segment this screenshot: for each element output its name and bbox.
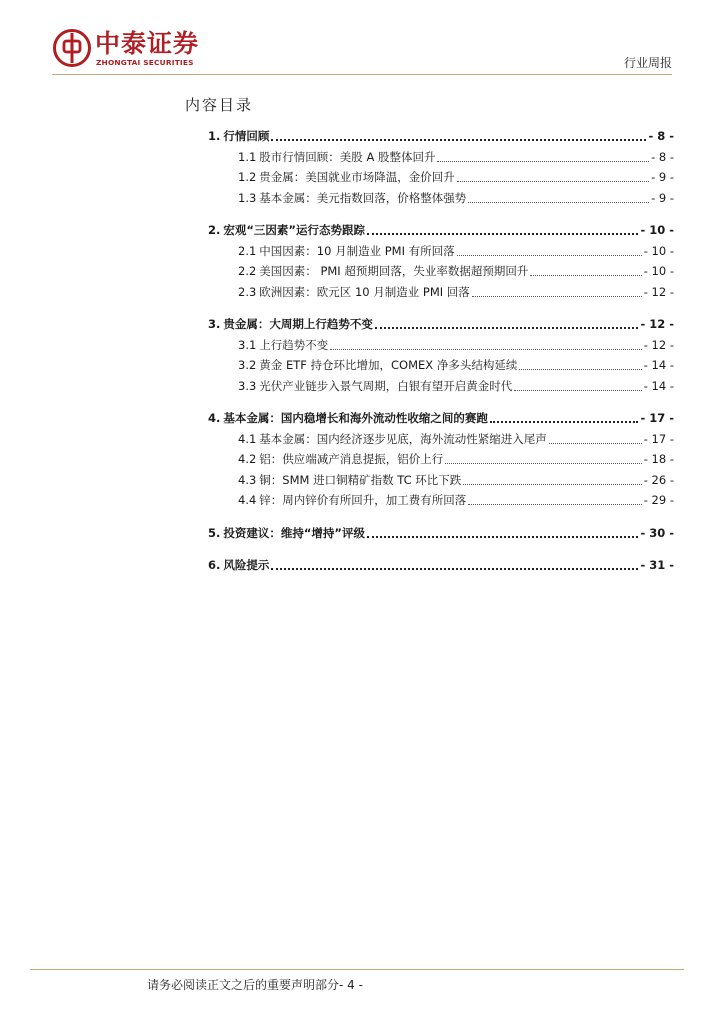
toc-entry[interactable] bbox=[208, 280, 674, 300]
toc-entry-number: 3.1 bbox=[238, 337, 257, 352]
toc-entry-page: - 10 - bbox=[640, 223, 674, 237]
toc-entry-title: 黄金 ETF 持仓环比增加，COMEX 净多头结构延续 bbox=[259, 358, 518, 372]
toc-entry-page: - 9 - bbox=[651, 170, 674, 184]
toc-entry-title: 基本金属：国内经济逐步见底，海外流动性紧缩进入尾声 bbox=[259, 431, 547, 446]
toc-entry-page: - 12 - bbox=[640, 317, 674, 331]
toc-entry-number: 5. bbox=[208, 525, 221, 540]
toc-title: 内容目录 bbox=[185, 96, 254, 114]
toc-dot-leader bbox=[367, 229, 638, 235]
toc-entry-page: - 12 - bbox=[643, 337, 674, 352]
toc-entry-title: 贵金属：美国就业市场降温，金价回升 bbox=[259, 170, 455, 184]
toc-entry-number: 2. bbox=[208, 223, 221, 237]
toc-entry-title: 美国因素： PMI 超预期回落，失业率数据超预期回升 bbox=[259, 264, 529, 278]
toc-dot-leader bbox=[472, 292, 642, 297]
toc-entry-title: 锌：周内锌价有所回升，加工费有所回落 bbox=[259, 493, 467, 507]
toc-entry[interactable] bbox=[208, 521, 674, 541]
toc-entry-title: 行情回顾 bbox=[223, 129, 270, 143]
toc-entry[interactable] bbox=[208, 186, 674, 206]
toc-entry-number: 3. bbox=[208, 317, 221, 331]
toc-entry[interactable] bbox=[208, 447, 674, 467]
toc-entry[interactable] bbox=[208, 353, 674, 373]
toc-entry[interactable] bbox=[208, 165, 674, 185]
toc-entry[interactable] bbox=[208, 553, 674, 573]
toc-entry[interactable] bbox=[208, 312, 674, 332]
logo-english-name: ZHONGTAI SECURITIES bbox=[96, 58, 194, 67]
toc-entry-page: - 30 - bbox=[640, 525, 674, 540]
toc-entry-title: 光伏产业链步入景气周期，白银有望开启黄金时代 bbox=[259, 378, 513, 393]
toc-entry-title: 基本金属：美元指数回落，价格整体强势 bbox=[259, 190, 467, 205]
toc-entry-number: 1.2 bbox=[238, 170, 257, 184]
toc-entry-page: - 12 - bbox=[643, 284, 674, 299]
toc-dot-leader bbox=[519, 365, 641, 370]
toc-entry-title: 欧洲因素：欧元区 10 月制造业 PMI 回落 bbox=[259, 284, 470, 299]
toc-entry-title: 铝：供应端减产消息提振，铝价上行 bbox=[259, 452, 444, 466]
toc-entry-number: 2.2 bbox=[238, 264, 257, 278]
toc-dot-leader bbox=[457, 251, 642, 256]
toc-entry-page: - 14 - bbox=[643, 358, 674, 372]
toc-entry-number: 6. bbox=[208, 558, 221, 572]
toc-dot-leader bbox=[490, 417, 639, 423]
toc-entry-title: 宏观“三因素”运行态势跟踪 bbox=[223, 223, 365, 237]
toc-entry-number: 4.2 bbox=[238, 452, 257, 466]
toc-entry-page: - 29 - bbox=[643, 493, 674, 507]
toc-dot-leader bbox=[468, 500, 641, 505]
logo-mark-icon bbox=[52, 28, 92, 68]
toc-entry-number: 1. bbox=[208, 129, 221, 143]
logo-chinese-name: 中泰证券 bbox=[95, 29, 200, 58]
toc-entry-title: 股市行情回顾：美股 A 股整体回升 bbox=[259, 149, 436, 164]
page-header bbox=[0, 0, 724, 80]
header-divider bbox=[52, 74, 672, 75]
toc-entry-page: - 9 - bbox=[651, 190, 674, 205]
toc-entry[interactable] bbox=[208, 488, 674, 508]
toc-entry[interactable] bbox=[208, 468, 674, 488]
toc-entry[interactable] bbox=[208, 259, 674, 279]
toc-entry-title: 上行趋势不变 bbox=[259, 337, 329, 352]
toc-entry[interactable] bbox=[208, 427, 674, 447]
toc-dot-leader bbox=[514, 386, 641, 391]
toc-dot-leader bbox=[445, 459, 641, 464]
toc-entry[interactable] bbox=[208, 145, 674, 165]
toc-entry[interactable] bbox=[208, 406, 674, 426]
toc-entry-number: 3.3 bbox=[238, 378, 257, 393]
toc-dot-leader bbox=[530, 271, 641, 276]
toc-dot-leader bbox=[271, 135, 646, 141]
toc-entry-page: - 14 - bbox=[643, 378, 674, 393]
toc-dot-leader bbox=[457, 177, 649, 182]
toc-entry-page: - 17 - bbox=[640, 411, 674, 425]
toc-entry-number: 4. bbox=[208, 411, 221, 425]
toc-entry-title: 贵金属：大周期上行趋势不变 bbox=[223, 317, 373, 331]
toc-entry-title: 中国因素：10 月制造业 PMI 有所回落 bbox=[259, 243, 455, 258]
toc-entry-title: 基本金属：国内稳增长和海外流动性收缩之间的赛跑 bbox=[223, 411, 488, 425]
toc-entry-page: - 10 - bbox=[643, 243, 674, 258]
toc-dot-leader bbox=[549, 439, 642, 444]
toc-entry[interactable] bbox=[208, 239, 674, 259]
toc-entry-page: - 26 - bbox=[643, 472, 674, 487]
report-type-label: 行业周报 bbox=[623, 56, 672, 70]
toc-entry-page: - 17 - bbox=[643, 431, 674, 446]
toc-entry[interactable] bbox=[208, 374, 674, 394]
toc-entry-title: 投资建议：维持“增持”评级 bbox=[223, 525, 365, 540]
toc-entry-number: 4.3 bbox=[238, 472, 257, 487]
toc-entry-title: 风险提示 bbox=[223, 558, 270, 572]
toc-dot-leader bbox=[375, 323, 639, 329]
toc-entry-number: 4.1 bbox=[238, 431, 257, 446]
footer-divider bbox=[30, 969, 684, 970]
footer-disclaimer: 请务必阅读正文之后的重要声明部分- 4 - bbox=[147, 978, 363, 992]
toc-entry-number: 3.2 bbox=[238, 358, 257, 372]
toc-entry[interactable] bbox=[208, 124, 674, 144]
toc-entry-page: - 8 - bbox=[651, 149, 674, 164]
toc-dot-leader bbox=[463, 480, 641, 485]
toc-dot-leader bbox=[330, 345, 641, 350]
toc-entry-title: 铜：SMM 进口铜精矿指数 TC 环比下跌 bbox=[259, 472, 462, 487]
toc-entry-page: - 8 - bbox=[648, 129, 674, 143]
toc-entry-number: 4.4 bbox=[238, 493, 257, 507]
toc-entry-number: 1.3 bbox=[238, 190, 257, 205]
toc-entry-number: 2.3 bbox=[238, 284, 257, 299]
toc-entry-page: - 18 - bbox=[643, 452, 674, 466]
toc-entry-number: 1.1 bbox=[238, 149, 257, 164]
toc-entry[interactable] bbox=[208, 333, 674, 353]
toc-dot-leader bbox=[437, 157, 649, 162]
toc-entry-page: - 10 - bbox=[643, 264, 674, 278]
company-logo bbox=[52, 28, 222, 70]
toc-entry-number: 2.1 bbox=[238, 243, 257, 258]
toc-entry[interactable] bbox=[208, 218, 674, 238]
toc-dot-leader bbox=[468, 198, 649, 203]
toc-entry-page: - 31 - bbox=[640, 558, 674, 572]
toc-dot-leader bbox=[367, 532, 638, 538]
toc-dot-leader bbox=[271, 564, 638, 570]
